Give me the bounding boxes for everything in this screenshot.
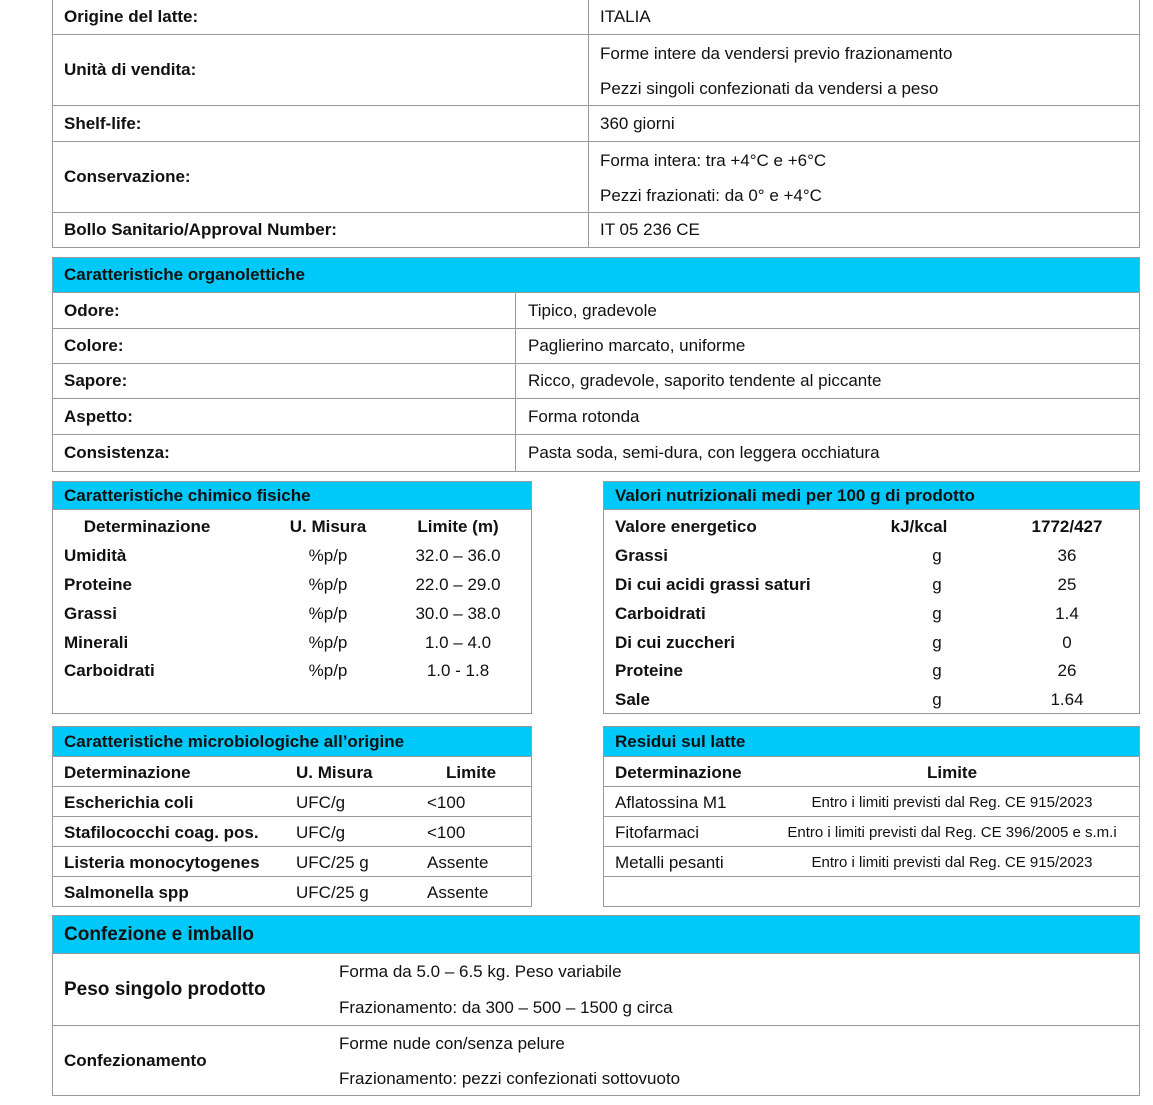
cell-limit: Assente — [427, 883, 489, 902]
column-header: Valore energetico — [615, 517, 757, 536]
conf-value-2: Frazionamento: pezzi confezionati sottovuoto — [339, 1069, 681, 1088]
cell-name: Minerali — [64, 633, 129, 652]
cell-limit: Entro i limiti previsti dal Reg. CE 915/2023 — [811, 794, 1093, 811]
cell-limit: Entro i limiti previsti dal Reg. CE 396/2005 e s.m.i — [787, 824, 1117, 841]
cell-name: Sale — [615, 690, 650, 709]
odore-value: Tipico, gradevole — [528, 300, 657, 320]
microbiologiche-table — [52, 726, 532, 907]
cell-limit: 30.0 – 38.0 — [415, 604, 501, 623]
section-header: Valori nutrizionali medi per 100 g di prodotto — [604, 482, 1139, 510]
cell-limit: Entro i limiti previsti dal Reg. CE 915/2023 — [811, 854, 1093, 871]
cell-limit: Assente — [427, 853, 489, 872]
conservation-label: Conservazione: — [64, 167, 191, 186]
column-header: Limite — [926, 763, 978, 782]
table-row — [53, 106, 1139, 142]
cell-name: Carboidrati — [64, 661, 155, 680]
cell-unit: g — [932, 604, 942, 623]
table-row — [53, 435, 1139, 471]
table-row — [53, 293, 1139, 329]
cell-limit: 32.0 – 36.0 — [415, 546, 501, 565]
cell-unit: g — [932, 690, 942, 709]
cell-unit: %p/p — [308, 604, 348, 623]
column-header: Determinazione — [64, 763, 191, 782]
column-header: kJ/kcal — [890, 517, 948, 536]
unit-label: Unità di vendita: — [64, 60, 197, 79]
cell-name: Salmonella spp — [64, 883, 189, 902]
colore-label: Colore: — [64, 336, 124, 355]
cell-unit: %p/p — [308, 546, 348, 565]
cell-name: Listeria monocytogenes — [64, 853, 260, 872]
approval-value: IT 05 236 CE — [600, 220, 700, 239]
shelf-label: Shelf-life: — [64, 113, 142, 133]
aspetto-label: Aspetto: — [64, 406, 133, 426]
column-header: 1772/427 — [1031, 517, 1103, 536]
conf-value-1: Forme nude con/senza pelure — [339, 1034, 565, 1053]
cell-name: Grassi — [64, 604, 117, 623]
cell-unit: %p/p — [308, 661, 348, 680]
cell-name: Di cui zuccheri — [615, 633, 735, 652]
cell-unit: g — [932, 633, 942, 652]
column-header: U. Misura — [296, 763, 373, 782]
table-row — [53, 954, 1139, 1026]
cell-unit: UFC/g — [296, 823, 346, 842]
shelf-value: 360 giorni — [600, 113, 675, 133]
column-header: U. Misura — [289, 517, 367, 536]
section-header: Caratteristiche chimico fisiche — [53, 482, 531, 510]
organolettiche-table — [52, 257, 1140, 472]
table-row — [53, 0, 1139, 35]
sapore-value: Ricco, gradevole, saporito tendente al piccante — [528, 371, 882, 390]
cell-limit: 1.0 - 1.8 — [426, 661, 490, 680]
section-header: Caratteristiche organolettiche — [53, 258, 1139, 293]
table-row — [53, 364, 1139, 399]
cell-limit: <100 — [427, 823, 466, 842]
odore-label: Odore: — [64, 300, 120, 320]
unit-value-1: Forme intere da vendersi previo frazionamento — [600, 44, 953, 63]
cell-unit: %p/p — [308, 575, 348, 594]
cell-unit: UFC/g — [296, 793, 346, 812]
cell-name: Metalli pesanti — [615, 853, 724, 872]
section-header: Confezione e imballo — [53, 916, 1139, 954]
origin-value: ITALIA — [600, 6, 651, 26]
column-header: Determinazione — [83, 517, 211, 536]
column-header: Limite — [446, 763, 497, 782]
peso-value-2: Frazionamento: da 300 – 500 – 1500 g circa — [339, 998, 673, 1017]
residui-table — [603, 726, 1140, 907]
conservation-value-2: Pezzi frazionati: da 0° e +4°C — [600, 186, 822, 205]
consistenza-label: Consistenza: — [64, 443, 170, 462]
cell-name: Aflatossina M1 — [615, 793, 727, 812]
cell-limit: <100 — [427, 793, 466, 812]
chimico-fisiche-table — [52, 481, 532, 714]
colore-value: Paglierino marcato, uniforme — [528, 336, 746, 355]
table-row — [53, 35, 1139, 106]
sapore-label: Sapore: — [64, 371, 128, 390]
conservation-value-1: Forma intera: tra +4°C e +6°C — [600, 151, 827, 170]
cell-name: Escherichia coli — [64, 793, 194, 812]
table-row — [53, 399, 1139, 435]
conf-label: Confezionamento — [64, 1050, 207, 1070]
table-row — [53, 142, 1139, 213]
section-header: Caratteristiche microbiologiche all’origine — [53, 727, 531, 757]
column-header: Determinazione — [615, 763, 742, 782]
confezione-table — [52, 915, 1140, 1096]
approval-label: Bollo Sanitario/Approval Number: — [64, 220, 337, 239]
cell-name: Stafilococchi coag. pos. — [64, 823, 259, 842]
table-row — [53, 329, 1139, 364]
section-header: Residui sul latte — [604, 727, 1139, 757]
cell-unit: %p/p — [308, 633, 348, 652]
cell-name: Proteine — [64, 575, 133, 594]
cell-limit: 22.0 – 29.0 — [415, 575, 501, 594]
cell-value: 36 — [1057, 546, 1077, 565]
cell-limit: 1.0 – 4.0 — [424, 633, 492, 652]
aspetto-value: Forma rotonda — [528, 406, 640, 426]
cell-value: 0 — [1062, 633, 1072, 652]
table-row — [53, 1026, 1139, 1095]
origin-label: Origine del latte: — [64, 6, 199, 26]
cell-unit: UFC/25 g — [296, 883, 369, 902]
cell-value: 25 — [1057, 575, 1077, 594]
general-info-table — [52, 0, 1140, 248]
cell-unit: g — [932, 546, 942, 565]
cell-unit: g — [932, 575, 942, 594]
cell-unit: g — [932, 661, 942, 680]
unit-value-2: Pezzi singoli confezionati da vendersi a peso — [600, 79, 939, 98]
consistenza-value: Pasta soda, semi-dura, con leggera occhiatura — [528, 443, 880, 462]
cell-value: 26 — [1057, 661, 1077, 680]
cell-name: Carboidrati — [615, 604, 706, 623]
table-row — [53, 213, 1139, 247]
cell-name: Grassi — [615, 546, 668, 565]
cell-name: Umidità — [64, 546, 127, 565]
cell-name: Di cui acidi grassi saturi — [615, 575, 811, 594]
peso-label: Peso singolo prodotto — [64, 978, 266, 1000]
column-header: Limite (m) — [417, 517, 499, 536]
cell-unit: UFC/25 g — [296, 853, 369, 872]
nutrizionali-table — [603, 481, 1140, 714]
cell-value: 1.64 — [1050, 690, 1084, 709]
cell-name: Fitofarmaci — [615, 823, 700, 842]
cell-value: 1.4 — [1055, 604, 1079, 623]
peso-value-1: Forma da 5.0 – 6.5 kg. Peso variabile — [339, 962, 622, 981]
cell-name: Proteine — [615, 661, 684, 680]
